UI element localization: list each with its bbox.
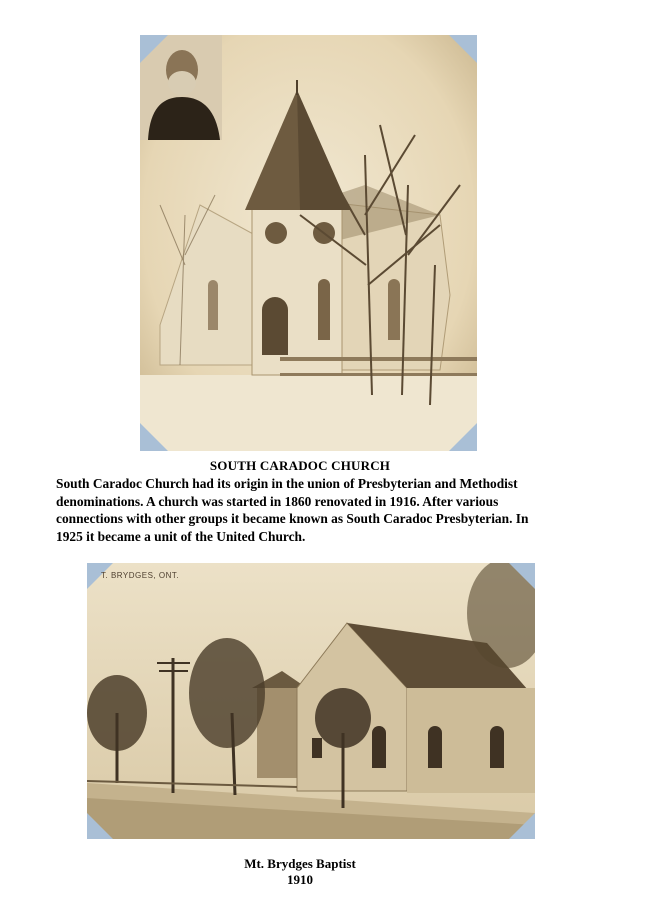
paragraph-line: South Caradoc Church had its origin in the union of Presbyterian and Methodist [56, 476, 518, 491]
mt-brydges-baptist-photo [87, 563, 535, 839]
paragraph-line: 1925 it became a unit of the United Church. [56, 528, 306, 544]
caption-name: Mt. Brydges Baptist [244, 856, 356, 871]
paragraph-line: connections with other groups it became known as South Caradoc Presbyterian. In [56, 511, 529, 526]
caption-year: 1910 [287, 872, 313, 887]
photo-2-caption [200, 856, 400, 888]
photo-1-heading: SOUTH CARADOC CHURCH [209, 458, 391, 473]
church-history-paragraph [56, 475, 616, 545]
south-caradoc-church-photo [140, 35, 477, 451]
photo-inscription: T. BRYDGES, ONT. [101, 571, 180, 580]
paragraph-line: denominations. A church was started in 1860 renovated in 1916. After various [56, 493, 499, 509]
